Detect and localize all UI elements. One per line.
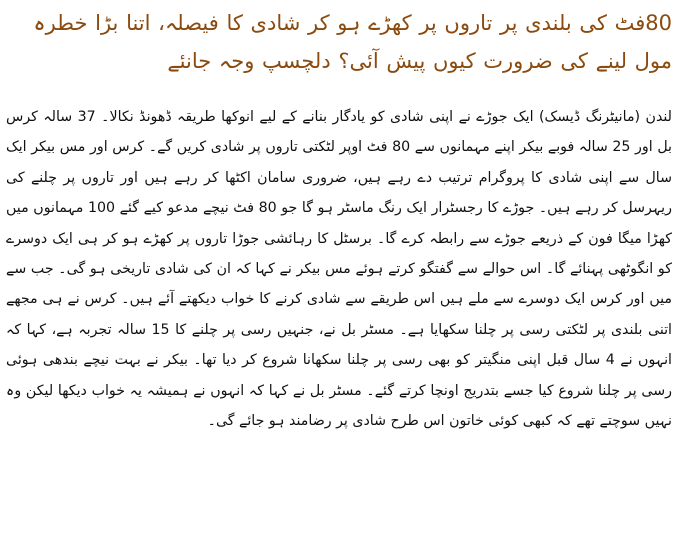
news-article <box>6 4 672 436</box>
article-body: لندن (مانیٹرنگ ڈیسک) ایک جوڑے نے اپنی شادی کو یادگار بنانے کے لیے انوکھا طریقہ ڈھونڈ نکالا۔ 37 سالہ کرس بل اور 25 سالہ فوبے بیکر اپنے مہمانوں سے 80 فٹ اوپر لٹکتی تاروں پر شادی کریں گے۔ کرس اور مس بیکر ایک سال سے اپنی شادی کا پروگرام ترتیب دے رہے ہیں، ضروری سامان اکٹھا کر رہے ہیں اور تاروں پر چلنے کی ریہرسل کر رہے ہیں۔ جوڑے کا رجسٹرار ایک رنگ ماسٹر ہو گا جو 80 فٹ نیچے مدعو کیے گئے 100 مہمانوں میں کھڑا میگا فون کے ذریعے جوڑے سے رابطہ کرے گا۔ برسٹل کا رہائشی جوڑا تاروں پر کھڑے ہو کر ہی ایک دوسرے کو انگوٹھی پہنائے گا۔ اس حوالے سے گفتگو کرتے ہوئے مس بیکر نے کہا کہ ان کی شادی تاریخی ہو گی۔ جب سے میں اور کرس ایک دوسرے سے ملے ہیں اس طریقے سے شادی کرنے کا خواب دیکھتے آئے ہیں۔ کرس نے ہی مجھے اتنی بلندی پر لٹکتی رسی پر چلنا سکھایا ہے۔ مسٹر بل نے، جنہیں رسی پر چلنے کا 15 سالہ تجربہ ہے، کہا کہ انہوں نے 4 سال قبل اپنی منگیتر کو بھی رسی پر چلنا سکھانا شروع کر دیا تھا۔ بیکر نے بہت نیچے بندھی ہوئی رسی پر چلنا شروع کیا جسے بتدریج اونچا کرتے گئے۔ مسٹر بل نے کہا کہ انہوں نے ہمیشہ یہ خواب دیکھا لیکن وہ نہیں سوچتے تھے کہ کبھی کوئی خاتون اس طرح شادی پر رضامند ہو جائے گی۔ <box>6 109 673 430</box>
article-headline: 80فٹ کی بلندی پر تاروں پر کھڑے ہو کر شادی کا فیصلہ، اتنا بڑا خطرہ مول لینے کی ضرورت کیوں پیش آئی؟ دلچسپ وجہ جانئے <box>33 11 672 73</box>
